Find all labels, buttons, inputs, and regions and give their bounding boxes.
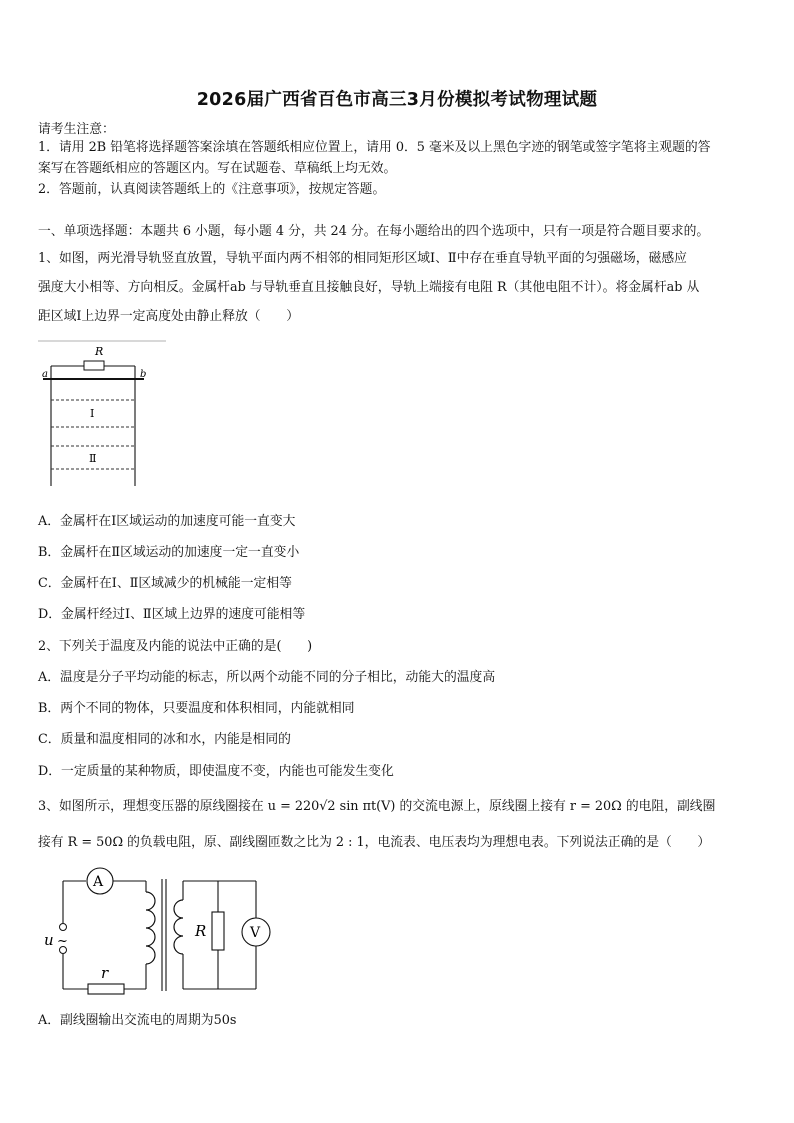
- terminal-top: [60, 924, 67, 931]
- resistor-r: [88, 984, 124, 994]
- question-1-option-d: D．金属杆经过Ⅰ、Ⅱ区域上边界的速度可能相等: [38, 607, 306, 622]
- resistor-r-label: r: [101, 964, 109, 982]
- resistor-R: [84, 361, 104, 370]
- question-1-option-a: A．金属杆在Ⅰ区域运动的加速度可能一直变大: [38, 514, 296, 529]
- figure1-region-2: Ⅱ: [89, 452, 97, 465]
- figure1-region-1: Ⅰ: [90, 407, 95, 420]
- notice-item1-line2: 案写在答题纸相应的答题区内。写在试题卷、草稿纸上均无效。: [38, 161, 397, 176]
- notice-item1-line1: 1．请用 2B 铅笔将选择题答案涂填在答题纸相应位置上，请用 0．5 毫米及以上黑色字迹的钢笔或签字笔将主观题的答: [38, 140, 711, 155]
- question-3-line2: 接有 R = 50Ω 的负载电阻，原、副线圈匝数之比为 2 : 1，电流表、电压表均为理想电表。下列说法正确的是（ ）: [38, 835, 711, 850]
- secondary-coil: [174, 900, 183, 954]
- question-2-stem: 2、下列关于温度及内能的说法中正确的是( ): [38, 639, 313, 654]
- figure1-label-a: a: [42, 369, 48, 380]
- question-2-option-b: B．两个不同的物体，只要温度和体积相同，内能就相同: [38, 701, 355, 716]
- question-1-line1: 1、如图，两光滑导轨竖直放置，导轨平面内两不相邻的相同矩形区域Ⅰ、Ⅱ中存在垂直导轨平面的匀强磁场，磁感应: [38, 251, 687, 266]
- question-1-stem: [38, 244, 760, 331]
- question-1-option-c: C．金属杆在Ⅰ、Ⅱ区域减少的机械能一定相等: [38, 576, 292, 591]
- ac-symbol: ~: [57, 934, 68, 949]
- question-3-line1: 3、如图所示，理想变压器的原线圈接在 u = 220√2 sin πt(V) 的交流电源上，原线圈上接有 r = 20Ω 的电阻，副线圈: [38, 799, 716, 814]
- voltmeter-label: V: [250, 925, 261, 941]
- resistor-R-load: [212, 912, 224, 950]
- figure1-label-R: R: [95, 345, 104, 358]
- notice-heading: 请考生注意：: [38, 122, 115, 137]
- question-1-line2: 强度大小相等、方向相反。金属杆ab 与导轨垂直且接触良好，导轨上端接有电阻 R（其他电阻不计）。将金属杆ab 从: [38, 280, 700, 295]
- question-2-option-a: A．温度是分子平均动能的标志，所以两个动能不同的分子相比，动能大的温度高: [38, 670, 496, 685]
- question-2-option-c: C．质量和温度相同的冰和水，内能是相同的: [38, 732, 291, 747]
- question-2-option-d: D．一定质量的某种物质，即使温度不变，内能也可能发生变化: [38, 764, 394, 779]
- question-3-option-a: A．副线圈输出交流电的周期为50s: [38, 1013, 237, 1028]
- primary-coil: [146, 892, 155, 964]
- question-1-figure: [38, 338, 168, 490]
- question-1-option-b: B．金属杆在Ⅱ区域运动的加速度一定一直变小: [38, 545, 300, 560]
- ammeter-label: A: [93, 874, 104, 890]
- page-title: 2026届广西省百色市高三3月份模拟考试物理试题: [196, 90, 598, 110]
- figure1-label-b: b: [140, 369, 147, 380]
- question-3-figure: [38, 865, 288, 1000]
- question-1-line3: 距区域Ⅰ上边界一定高度处由静止释放（ ）: [38, 309, 299, 324]
- resistor-R-label: R: [195, 922, 207, 940]
- notice-item2: 2．答题前，认真阅读答题纸上的《注意事项》，按规定答题。: [38, 182, 386, 197]
- section-heading: 一、单项选择题：本题共 6 小题，每小题 4 分，共 24 分。在每小题给出的四个选项中，只有一项是符合题目要求的。: [38, 224, 710, 239]
- source-label-u: u: [44, 931, 54, 949]
